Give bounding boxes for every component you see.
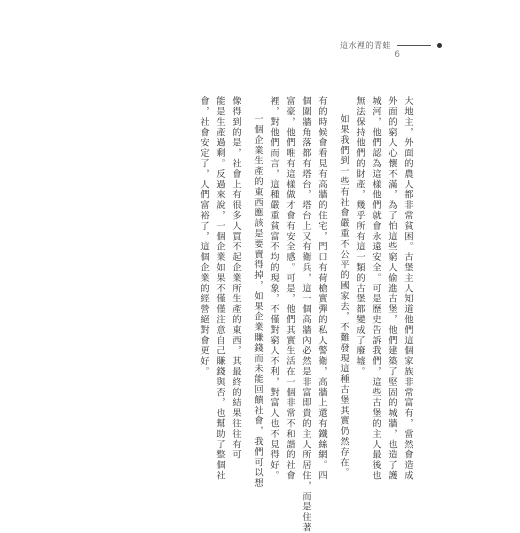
text-column: 無法保持他們的財產，幾乎所有這一類的古堡都變成了廢墟。 bbox=[354, 96, 365, 377]
text-column: 個圍牆角落都有塔台，塔台上又有衛兵，這一個高牆內必然是非富即貴的主人所居住，而是住著 bbox=[300, 96, 311, 533]
header-rule bbox=[397, 45, 431, 46]
text-column: 有的時候會看見有高牆的住宅，門口有荷槍實彈的私人警衛，高牆上還有鐵絲網。四 bbox=[316, 96, 327, 481]
page-number: 6 bbox=[394, 50, 400, 60]
header-ornament-icon bbox=[437, 43, 442, 48]
text-column: 會，社會安定了，人們富裕了，這個企業的經營絕對會更好。 bbox=[198, 96, 209, 377]
text-column: 外面的窮人心懷不滿，為了怕這些窮人偷進古堡，他們建築了堅固的城牆，也造了護 bbox=[386, 96, 397, 481]
text-column: 富豪，他們唯有這樣做才會有安全感。可是，他們其實生活在一個非常不和諧的社會 bbox=[284, 96, 295, 481]
text-column: 如果我們到一些有社會嚴重不公平的國家去，不難發現這種古堡其實仍然存在。 bbox=[338, 114, 349, 478]
running-header bbox=[340, 40, 442, 51]
text-column: 一個企業生產的東西應該是要賣得掉，如果企業賺錢而未能回饋社會，我們可以想 bbox=[252, 114, 263, 489]
body-text bbox=[162, 96, 413, 533]
text-column: 大地主，外面的農人都非常貧困。古堡主人知道他們這個家族非常富有，當然會造成 bbox=[402, 96, 413, 481]
text-column: 城河，他們認為這樣他們就會永遠安全。可是歷史告訴我們，這些古堡的主人最後也 bbox=[370, 96, 381, 481]
text-column: 能是生產過剩。反過來說，一個企業如果不僅僅注意自己賺錢與否，也幫助了整個社 bbox=[214, 96, 225, 481]
text-column: 像得到的是，社會上有很多人買不起企業所生產的東西，其最終的結果往往有可 bbox=[230, 96, 241, 460]
text-column: 裡，對他們而言，這種嚴重貧富不均的現象，不僅對窮人不利，對富人也不見得好。 bbox=[268, 96, 279, 481]
running-title: 這水裡的青蛙 bbox=[340, 41, 391, 50]
